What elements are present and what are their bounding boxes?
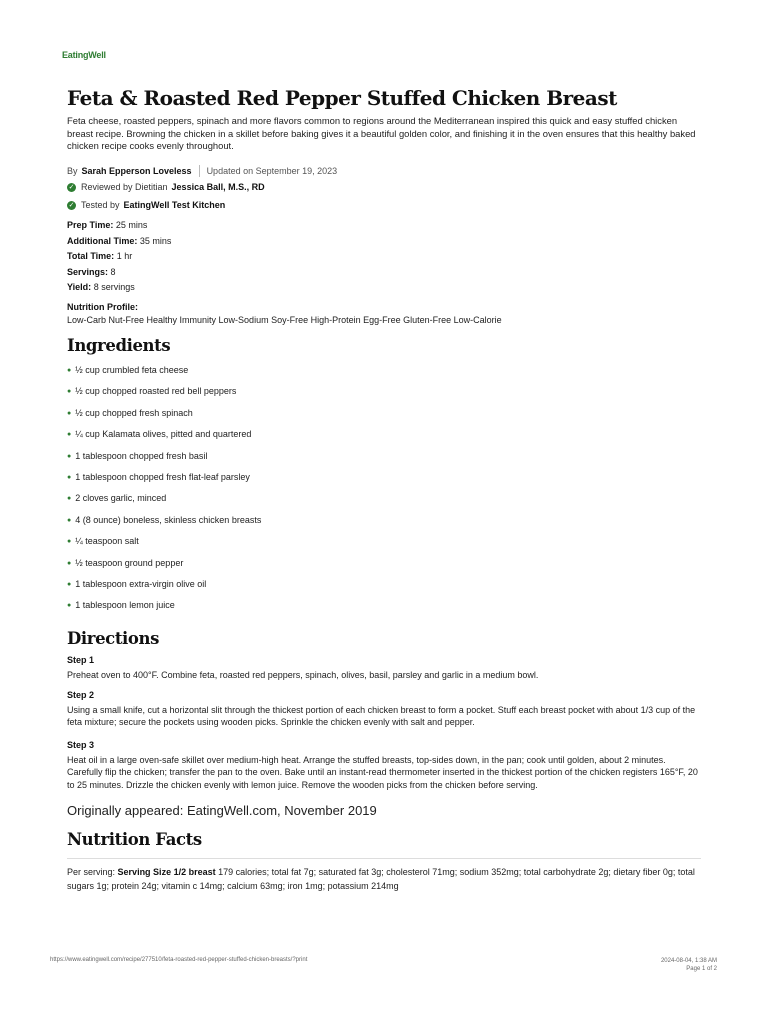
ingredient-text: 1 tablespoon chopped fresh flat-leaf parsley (75, 471, 250, 482)
meta-value: 25 mins (115, 220, 148, 230)
check-circle-icon: ✓ (68, 201, 75, 209)
bullet-icon: ● (67, 602, 72, 610)
recipe-title: Feta & Roasted Red Pepper Stuffed Chicken Breast (67, 86, 617, 110)
meta-yield (67, 282, 135, 292)
serving-size: Serving Size 1/2 breast (117, 867, 216, 877)
author-link[interactable]: Sarah Epperson Loveless (81, 166, 192, 176)
byline-divider (199, 165, 200, 177)
ingredient-text: ¼ teaspoon salt (75, 536, 139, 547)
ingredient-item (67, 365, 261, 386)
bullet-icon: ● (67, 452, 72, 460)
nutrition-details: 179 calories; total fat 7g; saturated fat 3g; cholesterol 71mg; sodium 352mg; total carbohydrate 2g; dietary fiber 0g; total sugars 1g; protein 24g; vitamin c 14mg; calcium 63mg; iron 1mg; potassium 214mg (67, 867, 695, 891)
recipe-description: Feta cheese, roasted peppers, spinach and more flavors common to regions around the Mediterranean inspired this quick and easy stuffed chicken breast recipe. Browning the chicken in a skillet before baking gives it a beautiful golden color, and finishing it in the oven ensures that this healthy baked chicken recipe cooks evenly throughout. (67, 115, 696, 152)
ingredient-item (67, 558, 261, 579)
ingredient-item (67, 579, 261, 600)
ingredient-text: 4 (8 ounce) boneless, skinless chicken breasts (75, 514, 262, 525)
step-3-label: Step 3 (67, 740, 95, 750)
meta-additional-time (67, 236, 171, 246)
ingredient-item (67, 429, 261, 450)
ingredient-item (67, 472, 261, 493)
step-3-text: Heat oil in a large oven-safe skillet over medium-high heat. Arrange the stuffed breasts, top-sides down, in the pan; cook until golden, about 2 minutes. Carefully flip the chicken; transfer the pan to the oven. Bake until an instant-read thermometer inserted in the thickest portion of the chicken registers 165°F, 20 to 25 minutes. Drizzle the chicken evenly with lemon juice. Remove the wooden picks from the chicken before serving. (67, 755, 698, 790)
ingredient-item (67, 408, 261, 429)
ingredient-text: ½ cup chopped roasted red bell peppers (75, 386, 237, 397)
ingredient-text: ½ cup crumbled feta cheese (75, 365, 189, 375)
per-serving-label: Per serving: (67, 867, 116, 877)
directions-heading: Directions (67, 629, 159, 648)
meta-key: Yield: (67, 282, 92, 292)
footer-url: https://www.eatingwell.com/recipe/277510/feta-roasted-red-pepper-stuffed-chicken-breasts/?print (50, 957, 308, 963)
step-2-text: Using a small knife, cut a horizontal slit through the thickest portion of each chicken breast to form a pocket. Stuff each breast pocket with about 1/3 cup of the feta mixture; secure the pockets using wooden picks. Sprinkle the chicken evenly with salt and pepper. (67, 705, 696, 728)
meta-key: Prep Time: (67, 220, 114, 230)
byline-by: By (67, 166, 78, 176)
footer-datetime: 2024-08-04, 1:38 AM (660, 958, 717, 964)
bullet-icon: ● (67, 431, 72, 439)
bullet-icon: ● (67, 473, 72, 481)
bullet-icon: ● (67, 580, 72, 588)
bullet-icon: ● (67, 559, 72, 567)
meta-key: Total Time: (67, 251, 115, 261)
ingredient-text: ½ teaspoon ground pepper (75, 557, 184, 568)
bullet-icon: ● (67, 516, 72, 524)
ingredient-item (67, 515, 261, 536)
nutrition-facts (67, 865, 701, 893)
reviewed-by (67, 182, 265, 192)
ingredient-item (67, 600, 261, 621)
meta-value: 35 mins (139, 235, 172, 246)
updated-date: Updated on September 19, 2023 (206, 166, 338, 176)
ingredient-item (67, 493, 261, 514)
bullet-icon: ● (67, 367, 72, 374)
footer-info (661, 957, 717, 973)
footer-page-number: Page 1 of 2 (686, 966, 717, 972)
ingredient-text: 1 tablespoon chopped fresh basil (75, 450, 208, 461)
step-1-label: Step 1 (67, 655, 95, 665)
ingredient-text: 2 cloves garlic, minced (75, 493, 167, 504)
ingredients-heading: Ingredients (67, 336, 171, 355)
tested-by (67, 200, 225, 210)
bullet-icon: ● (67, 409, 72, 417)
ingredient-text: 1 tablespoon extra-virgin olive oil (75, 578, 207, 589)
ingredient-item (67, 386, 261, 407)
tested-label: Tested by (81, 200, 120, 210)
ingredients-list (67, 365, 261, 622)
meta-value: 8 (110, 266, 116, 277)
reviewed-label: Reviewed by Dietitian (81, 182, 168, 192)
nutrition-profile-tags: Low-Carb Nut-Free Healthy Immunity Low-Sodium Soy-Free High-Protein Egg-Free Gluten-Free Low-Calorie (67, 315, 502, 325)
meta-prep-time (67, 220, 147, 230)
bullet-icon: ● (67, 495, 72, 503)
eatingwell-logo: EatingWell (62, 50, 106, 60)
ingredient-item (67, 451, 261, 472)
meta-total-time (67, 251, 132, 261)
check-circle-icon: ✓ (68, 183, 75, 191)
meta-key: Servings: (67, 266, 109, 277)
meta-value: 8 servings (93, 282, 135, 292)
ingredient-text: 1 tablespoon lemon juice (75, 600, 175, 611)
ingredient-text: ½ cup chopped fresh spinach (75, 407, 193, 418)
ingredient-text: ¼ cup Kalamata olives, pitted and quartered (75, 429, 252, 440)
originally-appeared: Originally appeared: EatingWell.com, November 2019 (67, 803, 377, 818)
tester-link[interactable]: EatingWell Test Kitchen (123, 200, 226, 210)
nutrition-divider (67, 858, 701, 859)
bullet-icon: ● (67, 388, 72, 396)
meta-value: 1 hr (116, 251, 133, 261)
meta-key: Additional Time: (67, 235, 138, 246)
reviewer-link[interactable]: Jessica Ball, M.S., RD (171, 182, 265, 192)
nutrition-heading: Nutrition Facts (67, 830, 202, 849)
step-1-text: Preheat oven to 400°F. Combine feta, roasted red peppers, spinach, olives, basil, parsley and garlic in a medium bowl. (67, 670, 539, 680)
step-2-label: Step 2 (67, 690, 95, 700)
ingredient-item (67, 536, 261, 557)
bullet-icon: ● (67, 538, 72, 546)
nutrition-profile-label: Nutrition Profile: (67, 302, 138, 312)
meta-servings (67, 267, 116, 277)
byline (67, 165, 337, 177)
